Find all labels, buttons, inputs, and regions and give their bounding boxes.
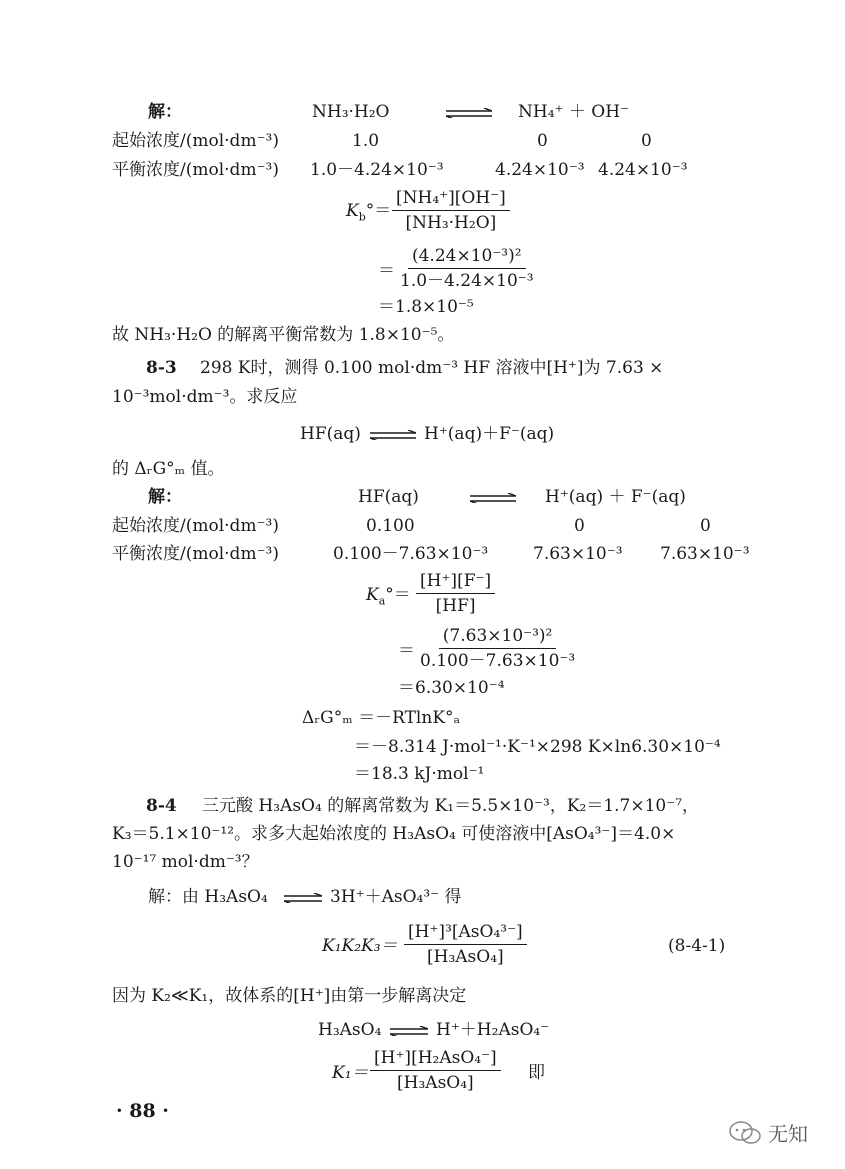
equals-sign: ＝ — [398, 641, 415, 661]
kb-denominator: [NH₃·H₂O] — [405, 213, 497, 233]
solution-text: 解：由 H₃AsO₄ — [148, 887, 268, 907]
initial-conc-label: 起始浓度/(mol·dm⁻³) — [112, 131, 279, 151]
equation-left: NH₃·H₂O — [312, 102, 390, 122]
explanation-text: 因为 K₂≪K₁，故体系的[H⁺]由第一步解离决定 — [112, 986, 467, 1006]
equilibrium-conc-value: 4.24×10⁻³ — [598, 160, 688, 180]
equilibrium-arrow — [278, 886, 328, 908]
initial-conc-value: 0 — [574, 516, 585, 536]
initial-conc-value: 1.0 — [352, 131, 380, 151]
ka-denominator: [HF] — [435, 596, 476, 616]
kb-value-fraction — [396, 246, 538, 291]
k-product-denominator: [H₃AsO₄] — [427, 947, 504, 967]
problem-text: 三元酸 H₃AsO₄ 的解离常数为 K₁＝5.5×10⁻³，K₂＝1.7×10⁻⁷， — [202, 796, 700, 816]
kb-value-denominator: 1.0－4.24×10⁻³ — [400, 271, 534, 291]
gibbs-line: ＝－8.314 J·mol⁻¹·K⁻¹×298 K×ln6.30×10⁻⁴ — [354, 737, 721, 757]
reaction-left: HF(aq) — [300, 424, 361, 444]
conclusion-text: 故 NH₃·H₂O 的解离平衡常数为 1.8×10⁻⁵。 — [112, 325, 455, 345]
equation-number: (8-4-1) — [668, 936, 726, 956]
kb-fraction — [392, 188, 510, 233]
initial-conc-value: 0.100 — [366, 516, 415, 536]
solution-label: 解： — [148, 487, 182, 507]
equilibrium-conc-value: 1.0－4.24×10⁻³ — [310, 160, 444, 180]
problem-text: 298 K时，测得 0.100 mol·dm⁻³ HF 溶液中[H⁺]为 7.63 × — [200, 358, 664, 378]
page-number: · 88 · — [116, 1100, 169, 1122]
k1-fraction — [370, 1048, 501, 1093]
k-product-fraction — [404, 922, 527, 967]
ka-result: ＝6.30×10⁻⁴ — [398, 678, 505, 698]
solution-label: 解： — [148, 102, 182, 122]
k1-suffix: 即 — [528, 1063, 545, 1083]
reaction-right: H⁺(aq)＋F⁻(aq) — [424, 424, 555, 444]
k-product-numerator: [H⁺]³[AsO₄³⁻] — [404, 922, 527, 945]
equilibrium-arrow — [440, 101, 498, 123]
problem-text: 的 ΔᵣG°ₘ 值。 — [112, 459, 225, 479]
problem-number: 8-4 — [146, 796, 177, 816]
problem-text: K₃＝5.1×10⁻¹²。求多大起始浓度的 H₃AsO₄ 可使溶液中[AsO₄³⁻]＝4.0× — [112, 824, 676, 844]
gibbs-result: ＝18.3 kJ·mol⁻¹ — [354, 764, 485, 784]
equation-right: NH₄⁺ ＋ OH⁻ — [518, 102, 630, 122]
equilibrium-conc-label: 平衡浓度/(mol·dm⁻³) — [112, 160, 279, 180]
k1-numerator: [H⁺][H₂AsO₄⁻] — [370, 1048, 501, 1071]
initial-conc-value: 0 — [641, 131, 652, 151]
equilibrium-arrow — [364, 423, 422, 445]
initial-conc-value: 0 — [537, 131, 548, 151]
initial-conc-value: 0 — [700, 516, 711, 536]
step-left: H₃AsO₄ — [318, 1020, 382, 1040]
ka-fraction — [416, 571, 495, 616]
equilibrium-conc-value: 4.24×10⁻³ — [495, 160, 585, 180]
kb-result: ＝1.8×10⁻⁵ — [378, 297, 474, 317]
step-right: H⁺＋H₂AsO₄⁻ — [436, 1020, 550, 1040]
problem-number: 8-3 — [146, 358, 177, 378]
equals-sign: ＝ — [378, 261, 395, 281]
equation-left: HF(aq) — [358, 487, 419, 507]
kb-value-numerator: (4.24×10⁻³)² — [408, 246, 526, 269]
ka-value-fraction — [416, 626, 579, 671]
equilibrium-conc-value: 0.100－7.63×10⁻³ — [333, 544, 489, 564]
equilibrium-conc-value: 7.63×10⁻³ — [660, 544, 750, 564]
equilibrium-conc-value: 7.63×10⁻³ — [533, 544, 623, 564]
gibbs-line: ΔᵣG°ₘ ＝－RTlnK°ₐ — [302, 708, 461, 728]
problem-text: 10⁻³mol·dm⁻³。求反应 — [112, 387, 298, 407]
initial-conc-label: 起始浓度/(mol·dm⁻³) — [112, 516, 279, 536]
watermark — [728, 1118, 808, 1147]
ka-numerator: [H⁺][F⁻] — [416, 571, 495, 594]
equilibrium-arrow — [464, 486, 522, 508]
ka-value-numerator: (7.63×10⁻³)² — [439, 626, 557, 649]
ka-symbol: $K_a^\circ=$ — [366, 585, 411, 608]
k-product-lhs: K₁K₂K₃＝ — [322, 936, 398, 956]
equation-right: H⁺(aq) ＋ F⁻(aq) — [545, 487, 686, 507]
k1-lhs: K₁＝ — [332, 1063, 369, 1083]
kb-symbol: $K_b^\circ=$ — [346, 201, 392, 224]
watermark-text: 无知 — [768, 1122, 808, 1146]
problem-text: 10⁻¹⁷ mol·dm⁻³？ — [112, 852, 259, 872]
equilibrium-arrow — [384, 1019, 434, 1041]
kb-numerator: [NH₄⁺][OH⁻] — [392, 188, 510, 211]
ka-value-denominator: 0.100－7.63×10⁻³ — [420, 651, 576, 671]
equilibrium-conc-label: 平衡浓度/(mol·dm⁻³) — [112, 544, 279, 564]
k1-denominator: [H₃AsO₄] — [397, 1073, 474, 1093]
solution-text: 3H⁺＋AsO₄³⁻ 得 — [330, 887, 462, 907]
chat-bubble-icon — [728, 1119, 762, 1147]
